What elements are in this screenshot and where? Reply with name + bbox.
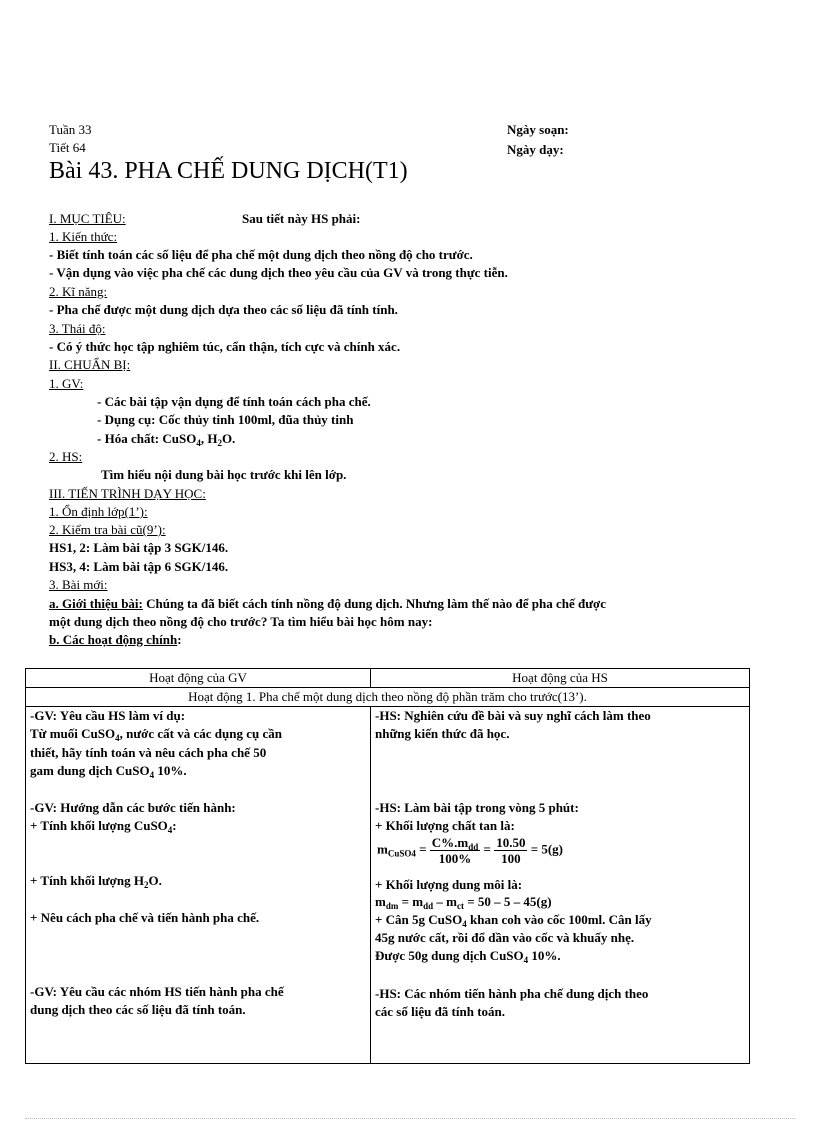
intro-paragraph: a. Giới thiệu bài: Chúng ta đã biết cách tính nồng độ dung dịch. Nhưng làm thế nào để pha chế được: [49, 596, 606, 611]
week-label: Tuần 33: [49, 122, 92, 137]
stabilize-heading: 1. Ổn định lớp(1’):: [49, 504, 148, 519]
hs-line: các số liệu đã tính toán.: [375, 1004, 506, 1019]
skills-item: - Pha chế được một dung dịch dựa theo các số liệu đã tính tính.: [49, 302, 398, 317]
hs-activity-cell: [371, 707, 750, 1064]
activity-table: [25, 668, 750, 1064]
gv-line: -GV: Hướng dẫn các bước tiến hành:: [30, 800, 236, 815]
gv-activity-cell: [26, 707, 371, 1064]
gv-heading: 1. GV:: [49, 376, 84, 391]
new-lesson-heading: 3. Bài mới:: [49, 577, 108, 592]
hs-line: + Cân 5g CuSO$_4$ khan coh vào cốc 100ml. Cân lấy: [375, 912, 652, 929]
gv-line: Từ muối CuSO$_4$, nước cất và các dụng cụ cần: [30, 726, 282, 743]
hs-line: + Khối lượng dung môi là:: [375, 877, 523, 892]
hs-item: Tìm hiểu nội dung bài học trước khi lên lớp.: [101, 467, 347, 482]
check-item: HS1, 2: Làm bài tập 3 SGK/146.: [49, 540, 229, 555]
hs-line: -HS: Các nhóm tiến hành pha chế dung dịch theo: [375, 986, 649, 1001]
gv-item: - Dụng cụ: Cốc thủy tinh 100ml, đũa thủy tinh: [97, 412, 354, 427]
gv-line: + Nêu cách pha chế và tiến hành pha chế.: [30, 910, 260, 925]
col-header-hs: Hoạt động của HS: [371, 669, 750, 688]
gv-line: -GV: Yêu cầu HS làm ví dụ:: [30, 708, 186, 723]
main-activities-heading: b. Các hoạt động chính:: [49, 632, 182, 647]
gv-line: -GV: Yêu cầu các nhóm HS tiến hành pha chế: [30, 984, 284, 999]
hs-line: -HS: Nghiên cứu đề bài và suy nghĩ cách làm theo: [375, 708, 651, 723]
gv-item: - Hóa chất: CuSO$_4$, $H_2O$.: [97, 431, 236, 448]
hs-line: những kiến thức đã học.: [375, 726, 510, 741]
objectives-intro: Sau tiết này HS phải:: [242, 211, 361, 226]
objectives-heading: I. MỤC TIÊU:: [49, 211, 126, 226]
intro-paragraph-cont: một dung dịch theo nồng độ cho trước? Ta tìm hiểu bài học hôm nay:: [49, 614, 433, 629]
hs-line: 45g nước cất, rồi đổ dần vào cốc và khuấy nhẹ.: [375, 930, 635, 945]
check-heading: 2. Kiểm tra bài cũ(9’):: [49, 522, 166, 537]
formula-fraction: $\frac{10.50}{100}$: [496, 835, 526, 866]
process-heading: III. TIẾN TRÌNH DẠY HỌC:: [49, 486, 206, 501]
attitude-item: - Có ý thức học tập nghiêm túc, cẩn thận, tích cực và chính xác.: [49, 339, 401, 354]
gv-line: thiết, hãy tính toán và nêu cách pha chế 50: [30, 745, 267, 760]
gv-line: + Tính khối lượng CuSO$_4$:: [30, 818, 177, 835]
knowledge-item: - Biết tính toán các số liệu để pha chế một dung dịch theo nồng độ cho trước.: [49, 247, 473, 262]
hs-line: -HS: Làm bài tập trong vòng 5 phút:: [375, 800, 579, 815]
gv-line: + Tính khối lượng $H_2O$.: [30, 873, 162, 890]
col-header-gv: Hoạt động của GV: [26, 669, 371, 688]
hs-line: $m_{dm} = m_{dd} - m_{ct} = 50 - 5 - 45(g)$: [375, 894, 552, 911]
teach-date-label: Ngày dạy:: [507, 142, 564, 157]
hs-heading: 2. HS:: [49, 449, 83, 464]
gv-item: - Các bài tập vận dụng để tính toán cách pha chế.: [97, 394, 371, 409]
period-label: Tiết 64: [49, 140, 86, 155]
skills-heading: 2. Kĩ năng:: [49, 284, 108, 299]
preparation-heading: II. CHUẨN BỊ:: [49, 357, 131, 372]
attitude-heading: 3. Thái độ:: [49, 321, 106, 336]
check-item: HS3, 4: Làm bài tập 6 SGK/146.: [49, 559, 229, 574]
gv-line: gam dung dịch CuSO$_4$ 10%.: [30, 763, 187, 780]
hs-line: + Khối lượng chất tan là:: [375, 818, 515, 833]
page-title: Bài 43. PHA CHẾ DUNG DỊCH(T1): [49, 158, 408, 184]
mass-formula: $m_{CuSO4}$ = $\frac{C\%.m_{dd}}{100\%}$ = $\frac{10.50}{100}$ = 5(g): [377, 835, 564, 866]
formula-fraction: $\frac{C\%.m_{dd}}{100\%}$: [431, 835, 479, 866]
hs-line: Được 50g dung dịch CuSO$_4$ 10%.: [375, 948, 561, 965]
page-bottom-divider: [25, 1118, 795, 1119]
prep-date-label: Ngày soạn:: [507, 122, 569, 137]
gv-line: dung dịch theo các số liệu đã tính toán.: [30, 1002, 246, 1017]
knowledge-item: - Vận dụng vào việc pha chế các dung dịch theo yêu cầu của GV và trong thực tiễn.: [49, 265, 508, 280]
knowledge-heading: 1. Kiến thức:: [49, 229, 118, 244]
activity-1-header: Hoạt động 1. Pha chế một dung dịch theo nồng độ phần trăm cho trước(13’).: [26, 688, 750, 707]
